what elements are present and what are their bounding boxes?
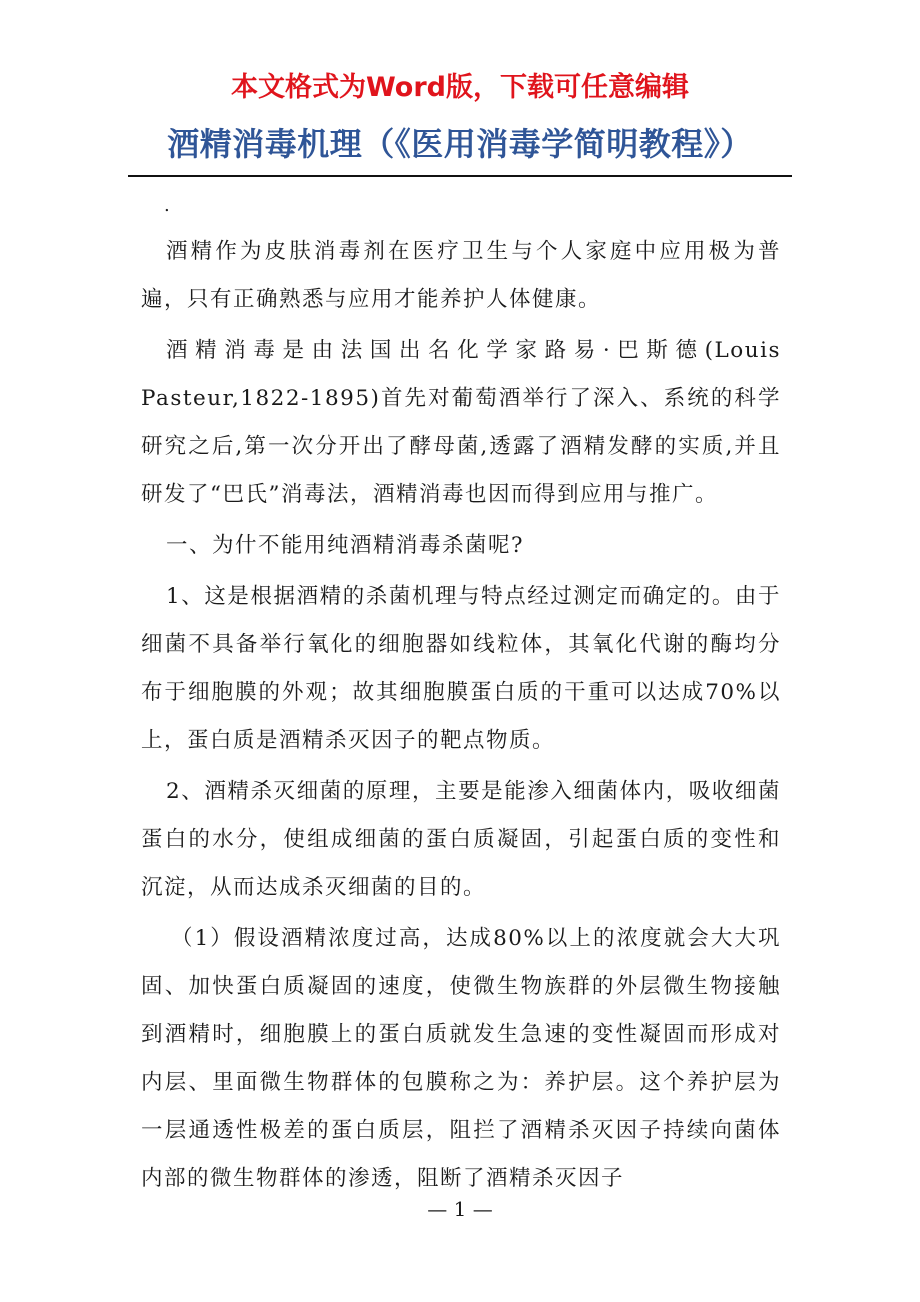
- paragraph-intro: 酒精作为皮肤消毒剂在医疗卫生与个人家庭中应用极为普遍，只有正确熟悉与应用才能养护人体健康。: [141, 239, 781, 312]
- paragraph-point-2: 2、酒精杀灭细菌的原理，主要是能渗入细菌体内，吸收细菌蛋白的水分，使组成细菌的蛋白质凝固，引起蛋白质的变性和沉淀，从而达成杀灭细菌的目的。: [141, 779, 781, 900]
- page-number: — 1 —: [427, 1197, 493, 1221]
- document-body: [141, 228, 781, 1206]
- paragraph-history: 酒精消毒是由法国出名化学家路易·巴斯德(Louis Pasteur,1822-1895)首先对葡萄酒举行了深入、系统的科学研究之后,第一次分开出了酵母菌,透露了酒精发酵的实质,并且研发了“巴氏”消毒法，酒精消毒也因而得到应用与推广。: [141, 338, 781, 507]
- section-heading-1: 一、为什不能用纯酒精消毒杀菌呢?: [166, 533, 525, 558]
- paragraph-subpoint-1: （1）假设酒精浓度过高，达成80%以上的浓度就会大大巩固、加快蛋白质凝固的速度，使微生物族群的外层微生物接触到酒精时，细胞膜上的蛋白质就发生急速的变性凝固而形成对内层、里面微生物群体的包膜称之为：养护层。这个养护层为一层通透性极差的蛋白质层，阻拦了酒精杀灭因子持续向菌体内部的微生物群体的渗透，阻断了酒精杀灭因子: [141, 926, 781, 1191]
- document-title: 酒精消毒机理（《医用消毒学简明教程》）: [167, 125, 753, 163]
- stray-dot: .: [164, 195, 170, 216]
- paragraph-point-1: 1、这是根据酒精的杀菌机理与特点经过测定而确定的。由于细菌不具备举行氧化的细胞器如线粒体，其氧化代谢的酶均分布于细胞膜的外观；故其细胞膜蛋白质的干重可以达成70%以上，蛋白质是酒精杀灭因子的靶点物质。: [141, 584, 781, 753]
- title-divider: [128, 175, 792, 177]
- download-banner: 本文格式为Word版，下载可任意编辑: [230, 72, 689, 103]
